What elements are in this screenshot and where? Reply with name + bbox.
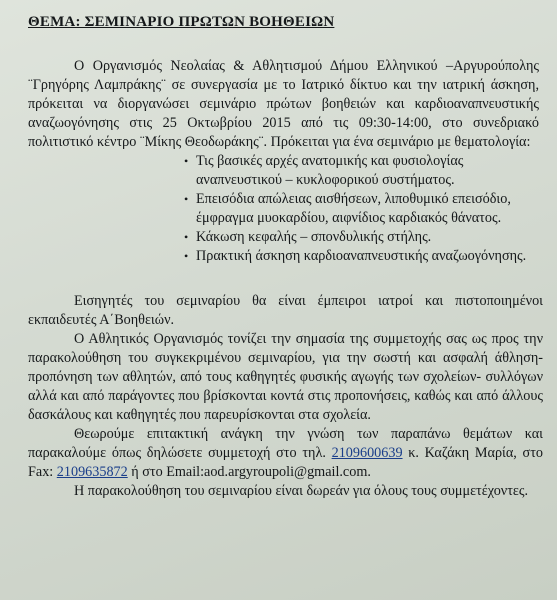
contact-paragraph [28,425,543,482]
bullet-icon: • [184,192,189,206]
intro-paragraph: Ο Οργανισμός Νεολαίας & Αθλητισμού Δήμου Ελληνικού –Αργυρούπολης ¨Γρηγόρης Λαμπράκης¨ σε συνεργασία με το Ιατρικό δίκτυο και την ιατρική άσκηση, πρόκειται να διοργανώσει σεμινάριο πρώτων βοηθειών και καρδιοαναπνευστικής αναζωογόνησης στις 25 Οκτωβρίου 2015 από τις 09:30-14:00, στο συνεδριακό πολιτιστικό κέντρο ¨Μίκης Θεοδωράκης¨. Πρόκειται για ένα σεμινάριο με θεματολογία: [28,58,539,150]
topic-line: αναπνευστικού – κυκλοφορικού συστήματος. [196,172,455,188]
speakers-paragraph: Εισηγητές του σεμιναρίου θα είναι έμπειροι ιατροί και πιστοποιημένοι εκπαιδευτές Α΄Βοηθειών. [28,293,543,328]
topics-list [184,152,543,266]
contact-text: κ. Καζάκη Μαρία, στο Fax: [28,445,543,480]
document-title: ΘΕΜΑ: ΣΕΜΙΝΑΡΙΟ ΠΡΩΤΩΝ ΒΟΗΘΕΙΩΝ [28,14,335,30]
bullet-icon: • [184,230,189,244]
topic-line: Πρακτική άσκηση καρδιοαναπνευστικής αναζωογόνησης. [196,248,527,264]
contact-text: ή στο Email:aod.argyroupoli@gmail.com. [127,464,371,480]
topic-line: Επεισόδια απώλειας αισθήσεων, λιποθυμικό επεισόδιο, [196,191,511,207]
topic-line: Κάκωση κεφαλής – σπονδυλικής στήλης. [196,229,432,245]
list-item [184,247,543,266]
list-item [184,228,543,247]
topic-line: έμφραγμα μυοκαρδίου, αιφνίδιος καρδιακός θάνατος. [196,210,502,226]
bullet-icon: • [184,249,189,263]
contact-text: Θεωρούμε επιτακτική ανάγκη την γνώση των παραπάνω θεμάτων και παρακαλούμε όπως δηλώσετε συμμετοχή στο τηλ. [28,426,543,461]
fax-link[interactable]: 2109635872 [56,464,128,480]
topic-line: Τις βασικές αρχές ανατομικής και φυσιολογίας [196,153,464,169]
list-item [184,152,543,190]
free-paragraph: Η παρακολούθηση του σεμιναρίου είναι δωρεάν για όλους τους συμμετέχοντες. [74,483,529,499]
list-item [184,190,543,228]
importance-paragraph: Ο Αθλητικός Οργανισμός τονίζει την σημασία της συμμετοχής σας ως προς την παρακολούθηση του συγκεκριμένου σεμιναρίου, για την σωστή και ασφαλή άθληση- προπόνηση των αθλητών, από τους καθηγητές φυσικής αγωγής των σχολείων- συλλόγων αλλά και από παράγοντες που βρίσκονται κοντά στις προπονήσεις, καθώς και από άλλους δασκάλους και καθηγητές που παρευρίσκονται στα σχολεία. [28,331,543,423]
bullet-icon: • [184,154,189,168]
spacer [28,266,543,292]
phone-link[interactable]: 2109600639 [331,445,403,461]
